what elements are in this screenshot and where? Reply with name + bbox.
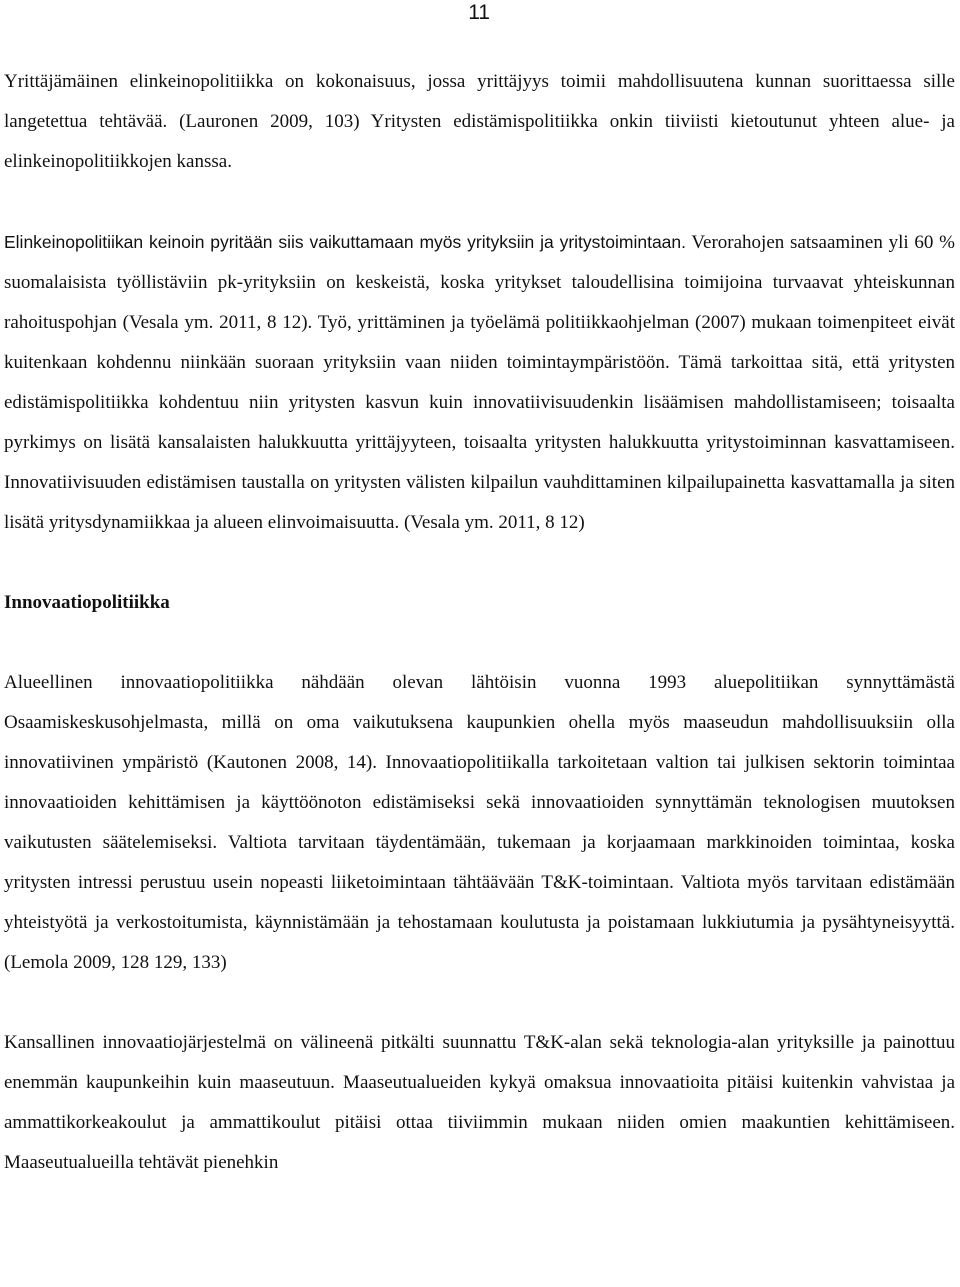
paragraph-regional-innovation: Alueellinen innovaatiopolitiikka nähdään olevan lähtöisin vuonna 1993 aluepolitiikan synnyttämästä Osaamiskeskusohjelmasta, millä on oma vaikutuksena kaupunkien ohella myös maaseudun mahdollisuuksiin olla innovatiivinen ympäristö (Kautonen 2008, 14). Innovaatiopolitiikalla tarkoitetaan valtion tai julkisen sektorin toimintaa innovaatioiden kehittämisen ja käyttöönoton edistämiseksi sekä innovaatioiden synnyttämän teknologisen muutoksen vaikutusten säätelemiseksi. Valtiota tarvitaan täydentämään, tukemaan ja korjaamaan markkinoiden toimintaa, koska yritysten intressi perustuu usein nopeasti liiketoimintaan tähtäävään T&K-toimintaan. Valtiota myös tarvitaan edistämään yhteistyötä ja verkostoitumista, käynnistämään ja tehostamaan koulutusta ja poistamaan lukkiutumia ja pysähtyneisyyttä. (Lemola 2009, 128 129, 133) <box>4 672 955 973</box>
document-body <box>4 62 955 1183</box>
paragraph-business-promotion-body: Verorahojen satsaaminen yli 60 % suomalaisista työllistäviin pk-yrityksiin on keskeistä, koska yritykset taloudellisina toimijoina turvaavat yhteiskunnan rahoituspohjan (Vesala ym. 2011, 8 12). Työ, yrittäminen ja työelämä politiikkaohjelman (2007) mukaan toimenpiteet eivät kuitenkaan kohdennu niinkään suoraan yrityksiin vaan niiden toimintaympäristöön. Tämä tarkoittaa sitä, että yritysten edistämispolitiikka kohdentuu niin yritysten kasvun kuin innovatiivisuudenkin lisäämisen mahdollistamiseen; toisaalta pyrkimys on lisätä kansalaisten halukkuutta yrittäjyyteen, toisaalta yritysten halukkuutta yritystoiminnan kasvattamiseen. Innovatiivisuuden edistämisen taustalla on yritysten välisten kilpailun vauhdittaminen kilpailupainetta kasvattamalla ja siten lisätä yritysdynamiikkaa ja alueen elinvoimaisuutta. (Vesala ym. 2011, 8 12) <box>4 232 955 533</box>
paragraph-business-promotion <box>4 222 955 543</box>
paragraph-national-innovation-system: Kansallinen innovaatiojärjestelmä on välineenä pitkälti suunnattu T&K-alan sekä teknologia-alan yrityksille ja painottuu enemmän kaupunkeihin kuin maaseutuun. Maaseutualueiden kykyä omaksua innovaatioita pitäisi kuitenkin vahvistaa ja ammattikorkeakoulut ja ammattikoulut pitäisi ottaa tiiviimmin mukaan niiden omien maakuntien kehittämiseen. Maaseutualueilla tehtävät pienehkin <box>4 1032 955 1173</box>
section-heading: Innovaatiopolitiikka <box>4 592 170 613</box>
paragraph-gap <box>4 543 955 583</box>
paragraph-gap <box>4 182 955 222</box>
paragraph-entrepreneurial-policy: Yrittäjämäinen elinkeinopolitiikka on kokonaisuus, jossa yrittäjyys toimii mahdollisuutena kunnan suorittaessa sille langetettua tehtävää. (Lauronen 2009, 103) Yritysten edistämispolitiikka onkin tiiviisti kietoutunut yhteen alue- ja elinkeinopolitiikkojen kanssa. <box>4 71 955 172</box>
paragraph-gap <box>4 623 955 663</box>
paragraph-gap <box>4 983 955 1023</box>
paragraph-business-promotion-lead: Elinkeinopolitiikan keinoin pyritään siis vaikuttamaan myös yrityksiin ja yritystoimintaan. <box>4 232 687 252</box>
page-number: 11 <box>468 1 490 24</box>
